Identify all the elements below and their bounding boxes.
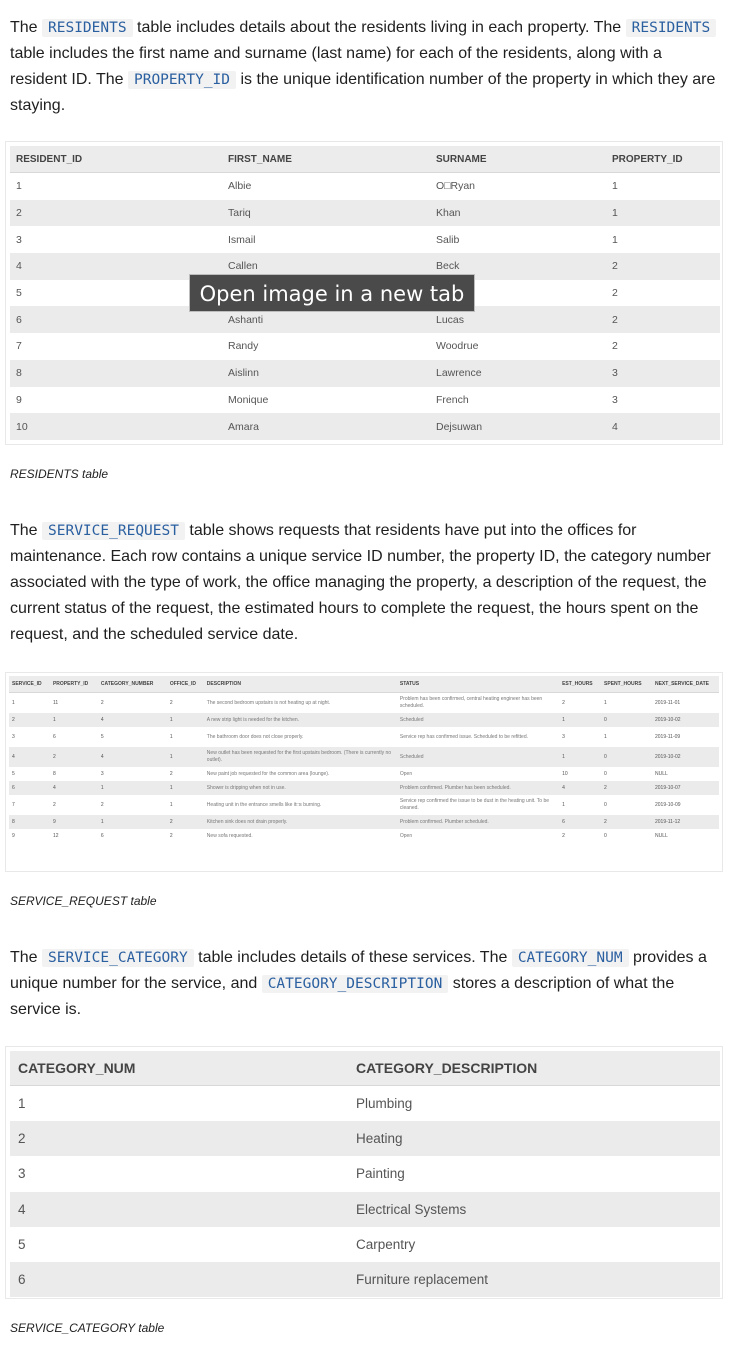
table-cell: 6 bbox=[559, 815, 601, 829]
table-cell: Lucas bbox=[430, 306, 606, 333]
table-cell: Albie bbox=[228, 180, 252, 193]
table-row bbox=[10, 333, 720, 360]
table-cell: 3 bbox=[606, 360, 720, 387]
table-cell: 4 bbox=[559, 781, 601, 795]
code-residents: RESIDENTS bbox=[42, 19, 133, 37]
table-cell: 2 bbox=[167, 815, 204, 829]
table-cell: 1 bbox=[167, 713, 204, 727]
table-row bbox=[9, 747, 719, 767]
table-cell: 2 bbox=[601, 781, 652, 795]
table-cell: 3 bbox=[18, 1166, 26, 1182]
table-cell: 1 bbox=[169, 733, 173, 740]
table-cell: Callen bbox=[222, 253, 430, 280]
table-cell: 2019-10-09 bbox=[654, 801, 681, 808]
text: provides a unique number for the service, and bbox=[10, 949, 707, 992]
table-cell: Open bbox=[399, 770, 413, 777]
text: table includes details about the residents living in each property. The bbox=[132, 19, 626, 36]
table-cell: Aislinn bbox=[222, 360, 430, 387]
table-cell: Amara bbox=[222, 413, 430, 440]
table-cell: 2 bbox=[52, 801, 56, 808]
column-header: CATEGORY_DESCRIPTION bbox=[348, 1051, 720, 1086]
table-cell: Monique bbox=[228, 393, 269, 406]
table-cell: 5 bbox=[18, 1236, 26, 1252]
table-cell: 2 bbox=[100, 801, 104, 808]
table-cell: 6 bbox=[9, 781, 50, 795]
residents-intro bbox=[10, 15, 722, 119]
text: table includes the first name and surname (last name) for each of the residents, along with a resident ID. The bbox=[10, 45, 662, 88]
table-cell: 7 bbox=[12, 801, 15, 808]
table-cell: 9 bbox=[16, 393, 22, 406]
table-cell: 1 bbox=[12, 699, 15, 706]
table-cell: 1 bbox=[167, 781, 204, 795]
table-row bbox=[9, 713, 719, 727]
table-cell: 0 bbox=[604, 801, 607, 808]
text: The bbox=[10, 522, 43, 539]
table-cell: Salib bbox=[436, 233, 460, 246]
table-cell: Dejsuwan bbox=[430, 413, 606, 440]
table-cell: 2 bbox=[169, 770, 173, 777]
table-cell: 0 bbox=[604, 770, 607, 777]
table-row bbox=[9, 795, 719, 815]
table-cell: Furniture replacement bbox=[348, 1262, 720, 1297]
table-cell: 1 bbox=[604, 733, 607, 740]
table-cell: 1 bbox=[18, 1096, 26, 1112]
table-cell: 4 bbox=[10, 1192, 348, 1227]
table-cell: New paint job requested for the common area (lounge). bbox=[206, 770, 330, 777]
table-cell: 3 bbox=[16, 233, 22, 246]
table-cell: 2 bbox=[100, 699, 104, 706]
table-cell: 8 bbox=[10, 360, 222, 387]
table-cell: Khan bbox=[430, 200, 606, 227]
table-cell: Problem confirmed. Plumber has been scheduled. bbox=[397, 781, 559, 795]
service-request-table bbox=[9, 676, 719, 843]
text: table shows requests that residents have put into the offices for maintenance. Each row contains a unique service ID number, the property ID, the category number associated with the type of work, the office managing the property, a description of the request, the current status of the request, the estimated hours to complete the request, the hours spent on the request, and the scheduled service date. bbox=[10, 522, 711, 643]
text: is the unique identification number of the property in which they are staying. bbox=[10, 71, 716, 114]
table-cell: Heating bbox=[348, 1121, 720, 1156]
table-cell: 2019-10-02 bbox=[652, 747, 719, 767]
table-row bbox=[9, 727, 719, 747]
table-cell: 2 bbox=[606, 253, 720, 280]
text: The bbox=[10, 19, 43, 36]
table-cell: 1 bbox=[169, 801, 173, 808]
table-cell: 2 bbox=[601, 815, 652, 829]
service-category-table-image[interactable] bbox=[5, 1046, 723, 1299]
table-row bbox=[10, 1156, 720, 1191]
residents-caption: RESIDENTS table bbox=[10, 467, 109, 481]
column-header: OFFICE_ID bbox=[167, 676, 204, 693]
table-cell: Beck bbox=[430, 253, 606, 280]
table-cell: A new strip light is needed for the kitchen. bbox=[204, 713, 397, 727]
table-cell: 2 bbox=[169, 832, 173, 839]
table-cell: Kitchen sink does not drain properly. bbox=[204, 815, 397, 829]
table-cell: NULL bbox=[654, 770, 668, 777]
table-cell: 6 bbox=[10, 1262, 348, 1297]
table-cell: New outlet has been requested for the first upstairs bedroom. (There is currently no outlet). bbox=[204, 747, 397, 767]
text: stores a description of what the service is. bbox=[10, 975, 675, 1018]
table-cell: Shower is dripping when not in use. bbox=[204, 781, 397, 795]
column-header: CATEGORY_NUM bbox=[10, 1051, 348, 1086]
table-cell: 2 bbox=[606, 306, 720, 333]
open-image-tooltip: Open image in a new tab bbox=[189, 274, 475, 312]
table-cell: 1 bbox=[612, 180, 618, 193]
table-cell: 1 bbox=[98, 781, 167, 795]
code-property-id: PROPERTY_ID bbox=[128, 71, 236, 89]
table-cell: 0 bbox=[601, 747, 652, 767]
code-residents: RESIDENTS bbox=[626, 19, 717, 37]
table-header-row bbox=[10, 1051, 720, 1086]
table-row bbox=[10, 413, 720, 440]
table-cell: Open bbox=[399, 832, 413, 839]
table-cell: 2 bbox=[10, 1121, 348, 1156]
table-cell: 2019-11-09 bbox=[654, 733, 681, 740]
table-cell: 0 bbox=[604, 832, 607, 839]
table-cell: Ismail bbox=[228, 233, 256, 246]
table-cell: Problem confirmed. Plumber scheduled. bbox=[397, 815, 559, 829]
table-row bbox=[10, 360, 720, 387]
table-cell: 5 bbox=[16, 287, 22, 300]
table-cell: Carpentry bbox=[356, 1236, 416, 1252]
table-cell: 2 bbox=[10, 200, 222, 227]
table-cell: Plumbing bbox=[356, 1096, 413, 1112]
table-header-row bbox=[9, 676, 719, 693]
table-cell: 2 bbox=[562, 832, 565, 839]
service-request-caption: SERVICE_REQUEST table bbox=[10, 894, 157, 908]
column-header: NEXT_SERVICE_DATE bbox=[652, 676, 719, 693]
table-cell: 2 bbox=[9, 713, 50, 727]
table-row bbox=[9, 781, 719, 795]
table-cell: 1 bbox=[16, 180, 22, 193]
column-header: STATUS bbox=[397, 676, 559, 693]
table-cell: 1 bbox=[604, 699, 607, 706]
text: The bbox=[10, 949, 43, 966]
table-cell: 4 bbox=[9, 747, 50, 767]
table-row bbox=[10, 226, 720, 253]
code-service-request: SERVICE_REQUEST bbox=[42, 522, 185, 540]
table-cell: 2019-10-02 bbox=[652, 713, 719, 727]
table-cell: NULL bbox=[654, 832, 668, 839]
table-cell: The second bedroom upstairs is not heating up at night. bbox=[206, 699, 331, 706]
table-cell: 2 bbox=[169, 699, 173, 706]
column-header: FIRST_NAME bbox=[222, 146, 430, 173]
table-cell: The bathroom door does not close properly. bbox=[206, 733, 304, 740]
table-cell: 1 bbox=[606, 200, 720, 227]
column-header: SPENT_HOURS bbox=[601, 676, 652, 693]
table-cell: 5 bbox=[100, 733, 104, 740]
table-cell: Problem has been confirmed, central heating engineer has been scheduled. bbox=[399, 696, 543, 709]
table-cell: 1 bbox=[98, 815, 167, 829]
table-row bbox=[10, 1086, 720, 1122]
table-cell: 1 bbox=[612, 233, 618, 246]
table-cell: French bbox=[436, 393, 469, 406]
table-cell: Scheduled bbox=[397, 747, 559, 767]
table-cell: 6 bbox=[100, 832, 104, 839]
table-row bbox=[10, 1262, 720, 1297]
table-cell: 12 bbox=[52, 832, 59, 839]
column-header: DESCRIPTION bbox=[204, 676, 397, 693]
column-header: CATEGORY_NUMBER bbox=[98, 676, 167, 693]
table-cell: 2 bbox=[50, 747, 98, 767]
table-row bbox=[9, 767, 719, 781]
table-cell: 4 bbox=[10, 253, 222, 280]
table-cell: 6 bbox=[52, 733, 56, 740]
table-cell: 1 bbox=[562, 801, 565, 808]
table-cell: 2019-11-12 bbox=[652, 815, 719, 829]
column-header: RESIDENT_ID bbox=[10, 146, 222, 173]
table-cell: 7 bbox=[16, 340, 22, 353]
table-cell: Scheduled bbox=[397, 713, 559, 727]
table-cell: 2 bbox=[612, 287, 618, 300]
table-cell: 10 bbox=[10, 413, 222, 440]
table-cell: 2 bbox=[612, 340, 618, 353]
table-cell: 9 bbox=[50, 815, 98, 829]
table-cell: 10 bbox=[562, 770, 568, 777]
code-category-description: CATEGORY_DESCRIPTION bbox=[262, 975, 449, 993]
table-cell: O□Ryan bbox=[436, 180, 476, 193]
table-cell: 8 bbox=[9, 815, 50, 829]
column-header: PROPERTY_ID bbox=[606, 146, 720, 173]
table-cell: 9 bbox=[12, 832, 15, 839]
table-cell: Tariq bbox=[222, 200, 430, 227]
table-cell: 4 bbox=[50, 781, 98, 795]
table-cell: 2019-10-07 bbox=[652, 781, 719, 795]
service-request-intro bbox=[10, 518, 722, 648]
table-cell: 1 bbox=[559, 747, 601, 767]
table-row bbox=[10, 173, 720, 200]
table-header-row bbox=[10, 146, 720, 173]
table-row bbox=[9, 693, 719, 714]
table-cell: Painting bbox=[356, 1166, 405, 1182]
table-cell: 4 bbox=[98, 747, 167, 767]
column-header: PROPERTY_ID bbox=[50, 676, 98, 693]
table-cell: 3 bbox=[12, 733, 15, 740]
table-row bbox=[10, 387, 720, 414]
table-cell: 0 bbox=[601, 713, 652, 727]
table-row bbox=[10, 1227, 720, 1262]
table-cell: 6 bbox=[10, 306, 222, 333]
table-cell: 2 bbox=[562, 699, 565, 706]
service-request-table-image[interactable] bbox=[5, 672, 723, 872]
table-row bbox=[10, 1121, 720, 1156]
table-row bbox=[9, 815, 719, 829]
table-cell: Heating unit in the entrance smells like it□s burning. bbox=[206, 801, 322, 808]
table-row bbox=[10, 200, 720, 227]
service-category-table bbox=[10, 1051, 720, 1297]
table-cell: 3 bbox=[100, 770, 104, 777]
table-cell: 4 bbox=[606, 413, 720, 440]
code-category-num: CATEGORY_NUM bbox=[512, 949, 629, 967]
table-cell: 5 bbox=[12, 770, 15, 777]
column-header: EST_HOURS bbox=[559, 676, 601, 693]
column-header: SURNAME bbox=[430, 146, 606, 173]
table-cell: 1 bbox=[50, 713, 98, 727]
text: table includes details of these services. The bbox=[193, 949, 512, 966]
table-cell: 2019-11-01 bbox=[654, 699, 681, 706]
table-cell: Lawrence bbox=[430, 360, 606, 387]
table-cell: Electrical Systems bbox=[348, 1192, 720, 1227]
table-cell: 8 bbox=[52, 770, 56, 777]
table-cell: Woodrue bbox=[436, 340, 479, 353]
table-cell: Ashanti bbox=[222, 306, 430, 333]
table-cell: 11 bbox=[52, 699, 59, 706]
table-cell: 3 bbox=[562, 733, 565, 740]
column-header: SERVICE_ID bbox=[9, 676, 50, 693]
code-service-category: SERVICE_CATEGORY bbox=[42, 949, 194, 967]
table-cell: New sofa requested. bbox=[206, 832, 253, 839]
table-cell: Service rep confirmed the issue to be dust in the heating unit. To be cleaned. bbox=[399, 798, 550, 811]
table-cell: 4 bbox=[98, 713, 167, 727]
table-cell: 1 bbox=[559, 713, 601, 727]
service-category-intro bbox=[10, 945, 722, 1023]
table-row bbox=[9, 829, 719, 843]
table-cell: 3 bbox=[612, 393, 618, 406]
table-row bbox=[10, 1192, 720, 1227]
table-cell: Randy bbox=[228, 340, 259, 353]
table-cell: 1 bbox=[167, 747, 204, 767]
table-cell: Service rep has confirmed issue. Scheduled to be refitted. bbox=[399, 733, 528, 740]
service-category-caption: SERVICE_CATEGORY table bbox=[10, 1321, 165, 1335]
